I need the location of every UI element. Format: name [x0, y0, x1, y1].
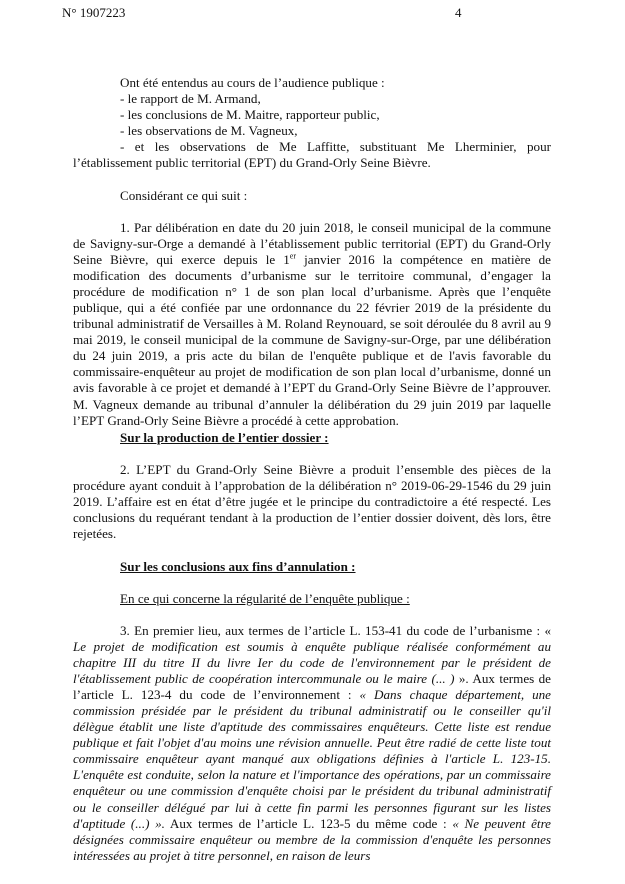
hearing-item: - les observations de M. Vagneux,: [120, 123, 298, 139]
hearing-intro: Ont été entendus au cours de l’audience publique :: [120, 75, 385, 90]
paragraph-1-text-b: janvier 2016 la compétence en matière de modification des documents d’urbanisme sur le territoire communal, d’engager la procédure de modification n° 1 de son plan local d’urbanisme. Après que l’enquête publique, qui a été confiée par une ordonnance du 22 février 2019 de la présidente du tribunal administratif de Versailles à M. Roland Reynouard, se soit déroulée du 8 avril au 9 mai 2019, le conseil municipal de la commune de Savigny-sur-Orge, par une délibération du 24 juin 2019, a pris acte du bilan de l'enquête publique et de l'avis favorable du commissaire-enquêteur au projet de modification de son plan local d’urbanisme, donné un avis favorable à ce projet et demandé à l’EPT du Grand-Orly Seine Bièvre de l’approuver. M. Vagneux demande au tribunal d’annuler la délibération du 29 juin 2019 par laquelle l’EPT Grand-Orly Seine Bièvre a procédé à cette approbation.: [73, 252, 551, 428]
page-number: 4: [455, 5, 462, 20]
quote-l123-4: « Dans chaque département, une commission présidée par le président du tribunal administratif ou le conseiller qu'il délègue établit une liste d'aptitude des commissaires enquêteurs. Cette liste est rendue publique et fait l'objet d'au moins une révision annuelle. Peut être radié de cette liste tout commissaire enquêteur ayant manqué aux obligations définies à l'article L. 123-15. L'enquête est conduite, selon la nature et l'importance des opérations, par un commissaire enquêteur ou une commission d'enquête choisi par le président du tribunal administratif ou le conseiller délégué par lui à cette fin parmi les personnes figurant sur les listes d'aptitude (...) ».: [73, 687, 551, 831]
subheading-regularite-enquete: En ce qui concerne la régularité de l’enquête publique :: [120, 591, 410, 606]
hearing-item: - et les observations de Me Laffitte, substituant Me Lherminier, pour l’établissement public territorial (EPT) du Grand-Orly Seine Bièvre.: [73, 139, 551, 171]
heading-conclusions-annulation: Sur les conclusions aux fins d’annulation :: [120, 559, 356, 574]
hearing-section: [73, 75, 551, 171]
paragraph-2: 2. L’EPT du Grand-Orly Seine Bièvre a produit l’ensemble des pièces de la procédure ayant conduit à l’approbation de la délibération n° 2019-06-29-1546 du 29 juin 2019. L’affaire est en état d’être jugée et le principe du contradictoire a été respecté. Les conclusions du requérant tendant à la production de l’entier dossier doivent, dès lors, être rejetées.: [73, 462, 551, 542]
paragraph-1-text-a: 1. Par délibération en date du 20 juin 2018, le conseil municipal de la commune de Savigny-sur-Orge a demandé à l’établissement public territorial (EPT) du Grand-Orly Seine Bièvre, qui exerce depuis le 1: [73, 220, 551, 268]
paragraph-1: [73, 220, 551, 429]
quote-l123-5: « Ne peuvent être désignées commissaire enquêteur ou membre de la commission d'enquête les personnes intéressées au projet à titre personnel, en raison de leurs: [73, 815, 551, 863]
case-number: N° 1907223: [62, 5, 126, 20]
heading-entier-dossier: Sur la production de l’entier dossier :: [120, 430, 329, 445]
ordinal-superscript: er: [289, 251, 296, 261]
hearing-item: - le rapport de M. Armand,: [120, 91, 261, 107]
considerant: Considérant ce qui suit :: [120, 188, 248, 203]
paragraph-3: 3. En premier lieu, aux termes de l’article L. 153-41 du code de l’urbanisme : « Le projet de modification est soumis à enquête publique réalisée conformément au chapitre III du titre II du livre Ier du code de l'environnement par le président de l'établissement public de coopération intercommunale ou le maire (... ) ». Aux termes de l’article L. 123-4 du code de l’environnement : « Dans chaque département, une commission présidée par le président du tribunal administratif ou le conseiller qu'il délègue établit une liste d'aptitude des commissaires enquêteurs. Cette liste est rendue publique et fait l'objet d'au moins une révision annuelle. Peut être radié de cette liste tout commissaire enquêteur ayant manqué aux obligations définies à l'article L. 123-15. L'enquête est conduite, selon la nature et l'importance des opérations, par un commissaire enquêteur ou une commission d'enquête choisi par le président du tribunal administratif ou le conseiller délégué par lui à cette fin parmi les personnes figurant sur les listes d'aptitude (...) ». Aux termes de l’article L. 123-5 du même code : « Ne peuvent être désignées commissaire enquêteur ou membre de la commission d'enquête les personnes intéressées au projet à titre personnel, en raison de leurs: [73, 623, 551, 863]
quote-l153-41: Le projet de modification est soumis à enquête publique réalisée conformément au chapitre III du titre II du livre Ier du code de l'environnement par le président de l'établissement public de coopération intercommunale ou le maire (... ): [73, 639, 551, 687]
hearing-item: - les conclusions de M. Maitre, rapporteur public,: [120, 107, 380, 123]
